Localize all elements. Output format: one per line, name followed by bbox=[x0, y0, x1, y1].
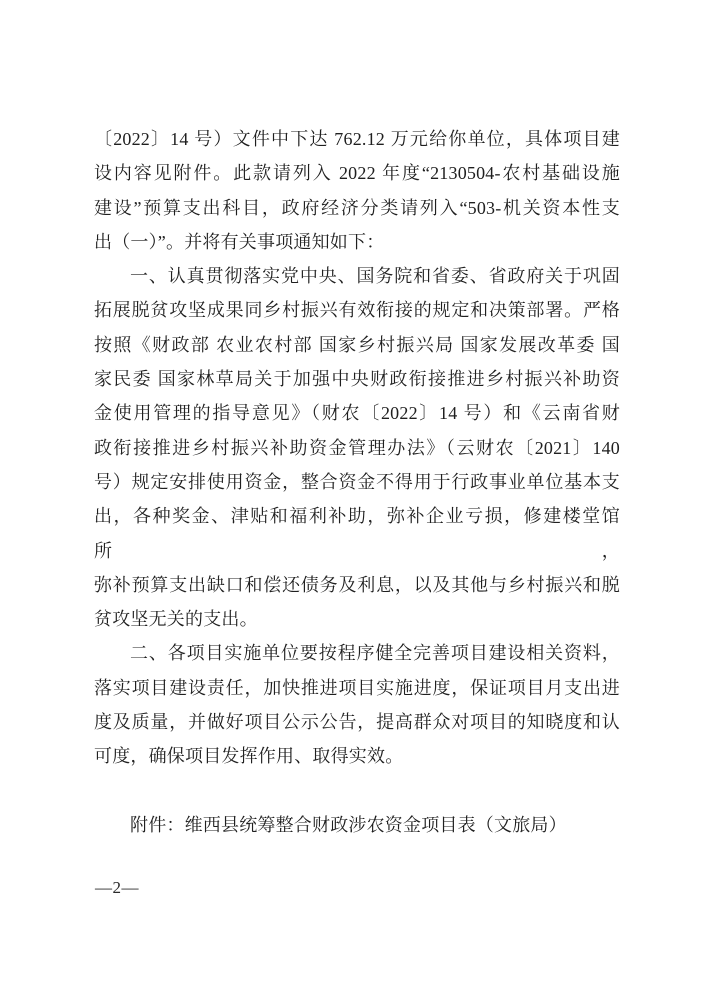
text-line: 按照《财政部 农业农村部 国家乡村振兴局 国家发展改革委 国 bbox=[94, 334, 620, 355]
item-two-paragraph bbox=[94, 636, 620, 773]
text-line: 一、认真贯彻落实党中央、国务院和省委、省政府关于巩固 bbox=[130, 266, 620, 287]
text-line: 附件：维西县统筹整合财政涉农资金项目表（文旅局） bbox=[130, 814, 567, 835]
attachment-note bbox=[94, 808, 620, 842]
text-line: 号）规定安排使用资金，整合资金不得用于行政事业单位基本支 bbox=[94, 471, 620, 492]
text-line: 出（一）”。并将有关事项通知如下： bbox=[94, 231, 385, 252]
text-line: 家民委 国家林草局关于加强中央财政衔接推进乡村振兴补助资 bbox=[94, 369, 620, 390]
text-line: 建设”预算支出科目，政府经济分类请列入“503-机关资本性支 bbox=[94, 197, 620, 218]
text-line: 贫攻坚无关的支出。 bbox=[94, 609, 258, 630]
page-number: —2— bbox=[95, 878, 139, 897]
text-line: 二、各项目实施单位要按程序健全完善项目建设相关资料， bbox=[130, 643, 620, 664]
text-line: 金使用管理的指导意见》（财农〔2022〕14 号）和《云南省财 bbox=[94, 403, 620, 424]
text-line: 〔2022〕14 号）文件中下达 762.12 万元给你单位，具体项目建 bbox=[94, 129, 620, 149]
text-line: 拓展脱贫攻坚成果同乡村振兴有效衔接的规定和决策部署。严格 bbox=[94, 300, 620, 321]
text-line: 设内容见附件。此款请列入 2022 年度“2130504-农村基础设施 bbox=[94, 163, 620, 184]
text-line: 出，各种奖金、津贴和福利补助，弥补企业亏损，修建楼堂馆所， bbox=[94, 506, 620, 561]
text-line: 落实项目建设责任，加快推进项目实施进度，保证项目月支出进 bbox=[94, 677, 620, 698]
document-body bbox=[94, 122, 620, 842]
item-one-paragraph bbox=[94, 259, 620, 636]
text-line: 度及质量，并做好项目公示公告，提高群众对项目的知晓度和认 bbox=[94, 712, 620, 733]
text-line: 弥补预算支出缺口和偿还债务及利息，以及其他与乡村振兴和脱 bbox=[94, 574, 620, 595]
text-line: 可度，确保项目发挥作用、取得实效。 bbox=[94, 746, 404, 767]
continuation-paragraph bbox=[94, 122, 620, 259]
text-line: 政衔接推进乡村振兴补助资金管理办法》（云财农〔2021〕140 bbox=[94, 437, 620, 458]
